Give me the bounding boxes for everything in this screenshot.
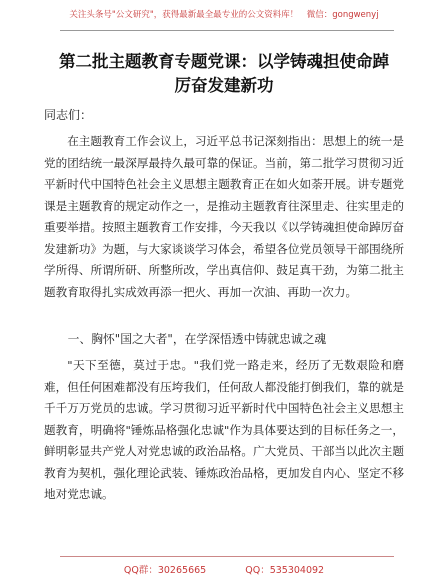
footer-qq-group: QQ群：30265665	[123, 565, 207, 576]
paragraph-intro: 在主题教育工作会议上，习近平总书记深刻指出：思想上的统一是党的团结统一最深厚最持久最可靠的保证。当前，第二批学习贯彻习近平新时代中国特色社会主义思想主题教育正在如火如荼开展。讲专题党课是主题教育的规定动作之一，是推动主题教育往深里走、往实里走的重要举措。按照主题教育工作安排，今天我以《以学铸魂担使命踔厉奋发建新功》为题，与大家谈谈学习体会，希望各位党员领导干部围绕所学所得、所谓所研、所整所改，学出真信仰、鼓足真干劲，为第二批主题教育取得扎实成效再添一把火、再加一次油、再助一次力。	[44, 134, 404, 299]
paragraph-section-1: "天下至德，莫过于忠。"我们党一路走来，经历了无数艰险和磨难，但任何困难都没有压垮我们，任何敌人都没能打倒我们，靠的就是千千万万党员的忠诚。学习贯彻习近平新时代中国特色社会主义思想主题教育，明确将"锤炼品格强化忠诚"作为具体要达到的目标任务之一，鲜明彰显共产党人对党忠诚的政治品格。广大党员、干部当以此次主题教育为契机，强化理论武装、锤炼政治品格，更加发自内心、坚定不移地对党忠诚。	[44, 358, 404, 501]
title-line-2: 厉奋发建新功	[174, 76, 274, 95]
header-note: 关注头条号"公文研究"，获得最新最全最专业的公文资料库！ 微信：gongwenyj	[69, 10, 379, 20]
title-line-1: 第二批主题教育专题党课：以学铸魂担使命踔	[59, 52, 389, 71]
footer-qq: QQ：535304092	[245, 565, 325, 576]
section-heading-1: 一、胸怀"国之大者"，在学深悟透中铸就忠诚之魂	[67, 332, 327, 346]
greeting: 同志们：	[44, 108, 93, 122]
document-title	[40, 50, 408, 98]
header-divider	[60, 30, 394, 31]
footer	[0, 562, 448, 576]
footer-divider	[60, 556, 394, 557]
